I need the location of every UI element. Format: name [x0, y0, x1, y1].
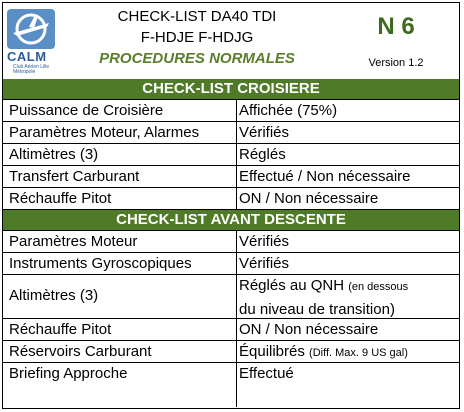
checklist-number: N 6 [377, 13, 415, 40]
number-block [333, 3, 459, 77]
row-value: Effectué / Non nécessaire [239, 168, 411, 185]
table-row [3, 188, 459, 210]
row-item: Briefing Approche [9, 365, 128, 382]
table-row [3, 144, 459, 166]
row-item: Transfert Carburant [9, 168, 140, 185]
row-value-main: Équilibrés [239, 343, 305, 360]
row-item: Réchauffe Pitot [9, 321, 112, 338]
table-row [3, 122, 459, 144]
row-value: Effectué [239, 365, 294, 382]
row-value: Vérifiés [239, 255, 290, 272]
logo-subtitle: Club Aérien Lille Métropole [13, 64, 50, 75]
row-item: Paramètres Moteur [9, 233, 138, 250]
table-row [3, 253, 459, 275]
checklist-sheet [2, 2, 460, 409]
row-item: Réservoirs Carburant [9, 343, 152, 360]
row-value [239, 343, 408, 360]
table-row [3, 319, 459, 341]
row-item: Réchauffe Pitot [9, 190, 112, 207]
row-item: Altimètres (3) [9, 146, 99, 163]
section-title-avant-descente: CHECK-LIST AVANT DESCENTE [3, 210, 459, 231]
procedures-title: PROCEDURES NORMALES [99, 50, 295, 67]
row-value: Vérifiés [239, 124, 290, 141]
airplane-logo-icon [7, 9, 55, 49]
row-item: Instruments Gyroscopiques [9, 255, 192, 272]
row-value: ON / Non nécessaire [239, 321, 379, 338]
row-value: Affichée (75%) [239, 102, 338, 119]
row-value-note: (en dessous [348, 281, 409, 293]
section-title-croisiere: CHECK-LIST CROISIERE [3, 79, 459, 100]
column-divider [236, 231, 237, 407]
table-row [3, 341, 459, 363]
row-value-note: (Diff. Max. 9 US gal) [309, 347, 408, 359]
header [3, 3, 459, 80]
row-item: Altimètres (3) [9, 287, 99, 304]
row-value: ON / Non nécessaire [239, 190, 379, 207]
club-logo [7, 9, 63, 75]
table-row [3, 166, 459, 188]
table-row [3, 100, 459, 122]
table-row [3, 275, 459, 319]
row-value: Vérifiés [239, 233, 290, 250]
row-value [239, 277, 408, 294]
row-item: Puissance de Croisière [9, 102, 164, 119]
logo-name: CALM [7, 49, 47, 64]
row-item: Paramètres Moteur, Alarmes [9, 124, 200, 141]
row-value: Réglés [239, 146, 286, 163]
table-row [3, 231, 459, 253]
version-label: Version 1.2 [368, 57, 424, 69]
title-block [63, 7, 331, 69]
row-value-note-line2: du niveau de transition) [239, 301, 395, 318]
table-row [3, 363, 459, 385]
column-divider [236, 100, 237, 210]
registrations: F-HDJE F-HDJG [140, 29, 254, 46]
aircraft-title: CHECK-LIST DA40 TDI [117, 8, 277, 25]
row-value-main: Réglés au QNH [239, 277, 345, 294]
